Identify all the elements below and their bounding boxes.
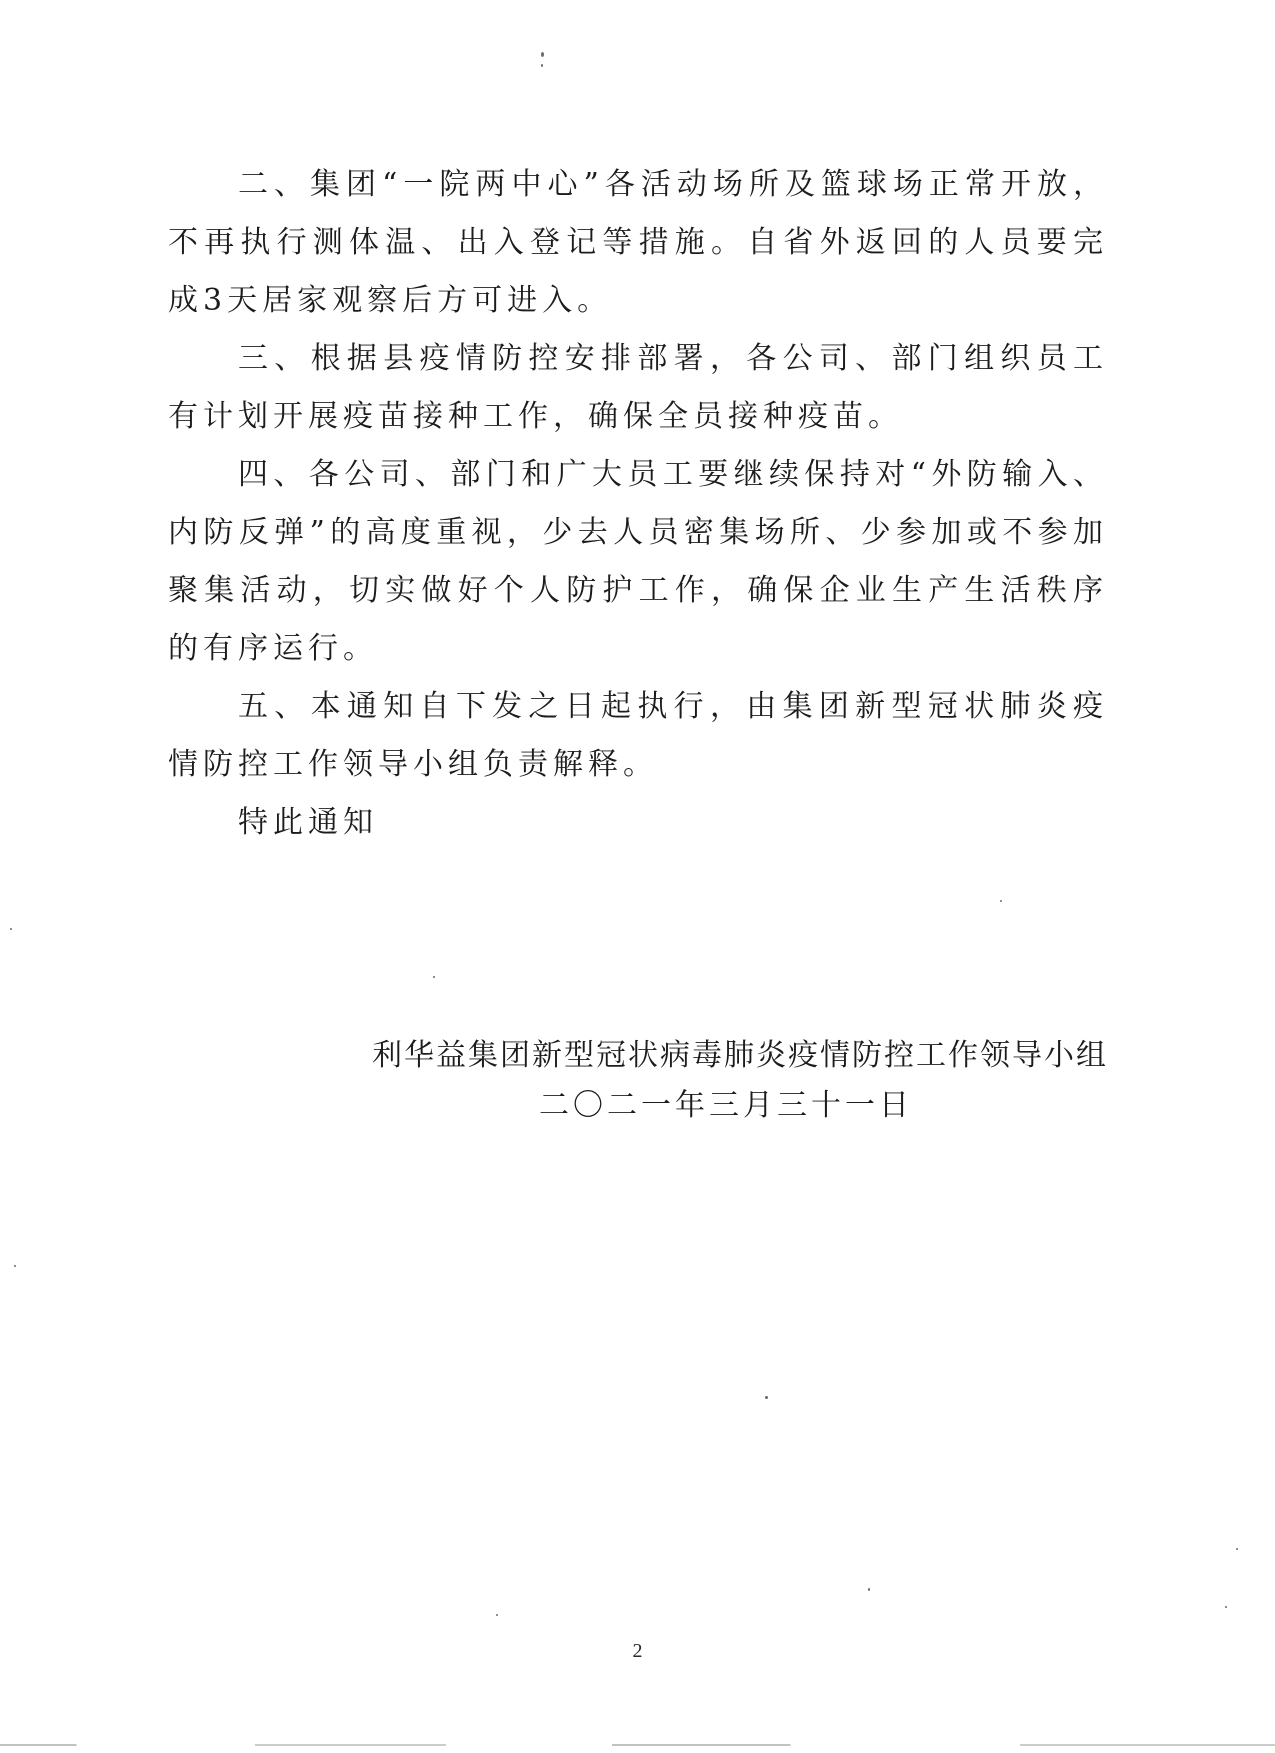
scan-speck (433, 976, 435, 978)
scan-speck (541, 64, 543, 67)
closing-notice: 特此通知 (238, 805, 378, 840)
signature-organization: 利华益集团新型冠状病毒肺炎疫情防控工作领导小组 (372, 1038, 1108, 1073)
scan-speck (14, 1265, 16, 1267)
scan-speck (10, 928, 12, 930)
signature-block (168, 1031, 1108, 1131)
paragraph-item-5: 五、本通知自下发之日起执行，由集团新型冠状肺炎疫情防控工作领导小组负责解释。 (168, 689, 1108, 782)
paragraph-item-2: 二、集团“一院两中心”各活动场所及篮球场正常开放，不再执行测体温、出入登记等措施。自省外返回的人员要完成3天居家观察后方可进入。 (168, 167, 1108, 318)
scan-edge-artifact (0, 1744, 1275, 1746)
scan-speck (1225, 1606, 1227, 1608)
scan-speck (541, 52, 544, 57)
page-number: 2 (632, 1640, 643, 1662)
document-body (168, 156, 1108, 852)
signature-date: 二〇二一年三月三十一日 (539, 1088, 913, 1123)
scan-speck (1236, 1548, 1238, 1550)
scan-speck (496, 1614, 498, 1616)
scan-speck (1000, 900, 1002, 902)
paragraph-item-3: 三、根据县疫情防控安排部署，各公司、部门组织员工有计划开展疫苗接种工作，确保全员接种疫苗。 (168, 341, 1108, 434)
scan-speck (765, 1396, 768, 1399)
scan-speck (868, 1588, 870, 1591)
paragraph-item-4: 四、各公司、部门和广大员工要继续保持对“外防输入、内防反弹”的高度重视，少去人员密集场所、少参加或不参加聚集活动，切实做好个人防护工作，确保企业生产生活秩序的有序运行。 (168, 457, 1108, 666)
